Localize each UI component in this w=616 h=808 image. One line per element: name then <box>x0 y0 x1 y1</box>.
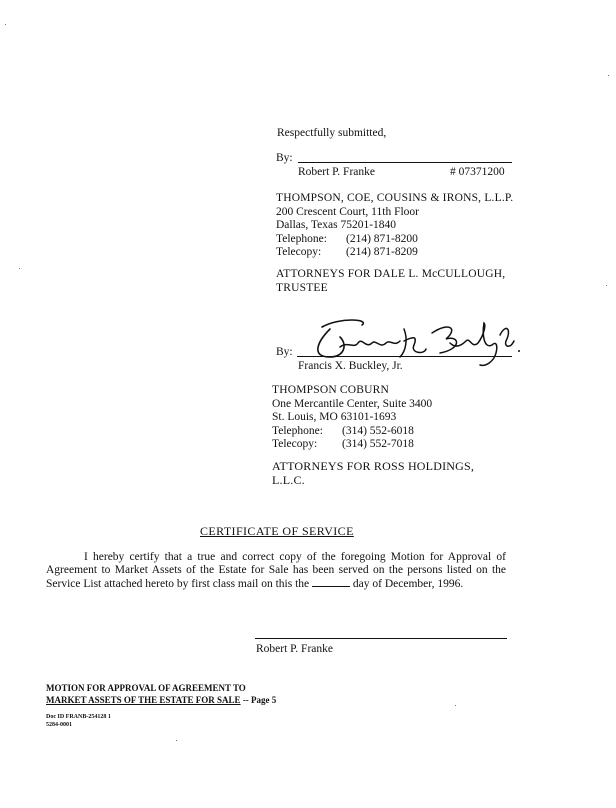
signer2-address-line1: One Mercantile Center, Suite 3400 <box>272 397 433 410</box>
footer-motion-subtitle: MARKET ASSETS OF THE ESTATE FOR SALE <box>46 695 241 705</box>
signer1-telephone-row <box>276 233 513 247</box>
signer2-firm-block <box>272 384 432 452</box>
signer2-by-label: By: <box>276 346 293 358</box>
closing-text: Respectfully submitted, <box>277 127 387 139</box>
signer1-by-label: By: <box>276 152 293 164</box>
scan-speck <box>606 285 607 286</box>
signer2-name: Francis X. Buckley, Jr. <box>298 360 403 372</box>
signer1-telecopy-row <box>276 246 513 260</box>
signer1-attorneys-block <box>276 268 505 295</box>
signer2-signature-line <box>297 356 512 357</box>
signer2-telecopy: (314) 552-7018 <box>342 438 414 450</box>
certificate-signature-line <box>255 638 507 639</box>
signer2-attorneys-block <box>272 460 474 487</box>
signer1-telephone: (214) 871-8200 <box>346 232 418 245</box>
scan-speck <box>19 268 20 269</box>
signer1-bar-number: # 07371200 <box>450 166 505 178</box>
signer1-attorneys-line1: ATTORNEYS FOR DALE L. McCULLOUGH, <box>276 268 506 280</box>
signer1-name: Robert P. Franke <box>298 166 375 178</box>
footer-page-line <box>46 695 276 706</box>
signer1-telecopy-label: Telecopy: <box>276 246 322 258</box>
signer1-telephone-label: Telephone: <box>276 232 327 245</box>
footer-doc-id: Doc ID FRANB-254128 1 <box>46 714 111 720</box>
footer-page-number: -- Page 5 <box>240 695 277 705</box>
signer2-telephone-label: Telephone: <box>272 424 323 437</box>
signer2-address-line2: St. Louis, MO 63101-1693 <box>272 411 397 423</box>
signer1-address-line2: Dallas, Texas 75201-1840 <box>276 219 397 231</box>
scan-speck <box>176 740 177 741</box>
scan-speck <box>608 75 609 76</box>
signer1-firm-block <box>276 192 513 260</box>
certificate-title: CERTIFICATE OF SERVICE <box>200 524 354 538</box>
date-blank-line <box>312 577 350 587</box>
footer-doc-number: 5284-0001 <box>46 722 72 728</box>
signer1-attorneys-line2: TRUSTEE <box>276 281 328 294</box>
scan-speck <box>5 24 6 25</box>
certificate-text-end: day of December, 1996. <box>352 578 464 590</box>
signer1-telecopy: (214) 871-8209 <box>346 246 418 258</box>
scan-speck <box>455 705 456 706</box>
signer2-telecopy-row <box>272 438 432 452</box>
signer1-address-line1: 200 Crescent Court, 11th Floor <box>276 205 419 218</box>
signer2-telecopy-label: Telecopy: <box>272 438 318 450</box>
signer2-attorneys-line1: ATTORNEYS FOR ROSS HOLDINGS, <box>272 459 475 473</box>
signer2-firm: THOMPSON COBURN <box>272 384 390 396</box>
certificate-paragraph <box>46 551 506 591</box>
certificate-text-start: I hereby certify that a true and correct copy of the foregoing Motion for Approval of Agreement to Market Assets of the Estate for Sale has been served on the persons listed on the Service List attached hereto by first class mail on this the <box>46 551 506 590</box>
signer1-firm: THOMPSON, COE, COUSINS & IRONS, L.L.P. <box>276 192 514 204</box>
signer2-telephone-row <box>272 425 432 439</box>
footer-motion-title: MOTION FOR APPROVAL OF AGREEMENT TO <box>46 683 246 693</box>
signer1-signature-line <box>298 162 512 163</box>
signer2-attorneys-line2: L.L.C. <box>272 472 305 487</box>
signer2-telephone: (314) 552-6018 <box>342 424 414 437</box>
certificate-signer-name: Robert P. Franke <box>256 643 333 655</box>
